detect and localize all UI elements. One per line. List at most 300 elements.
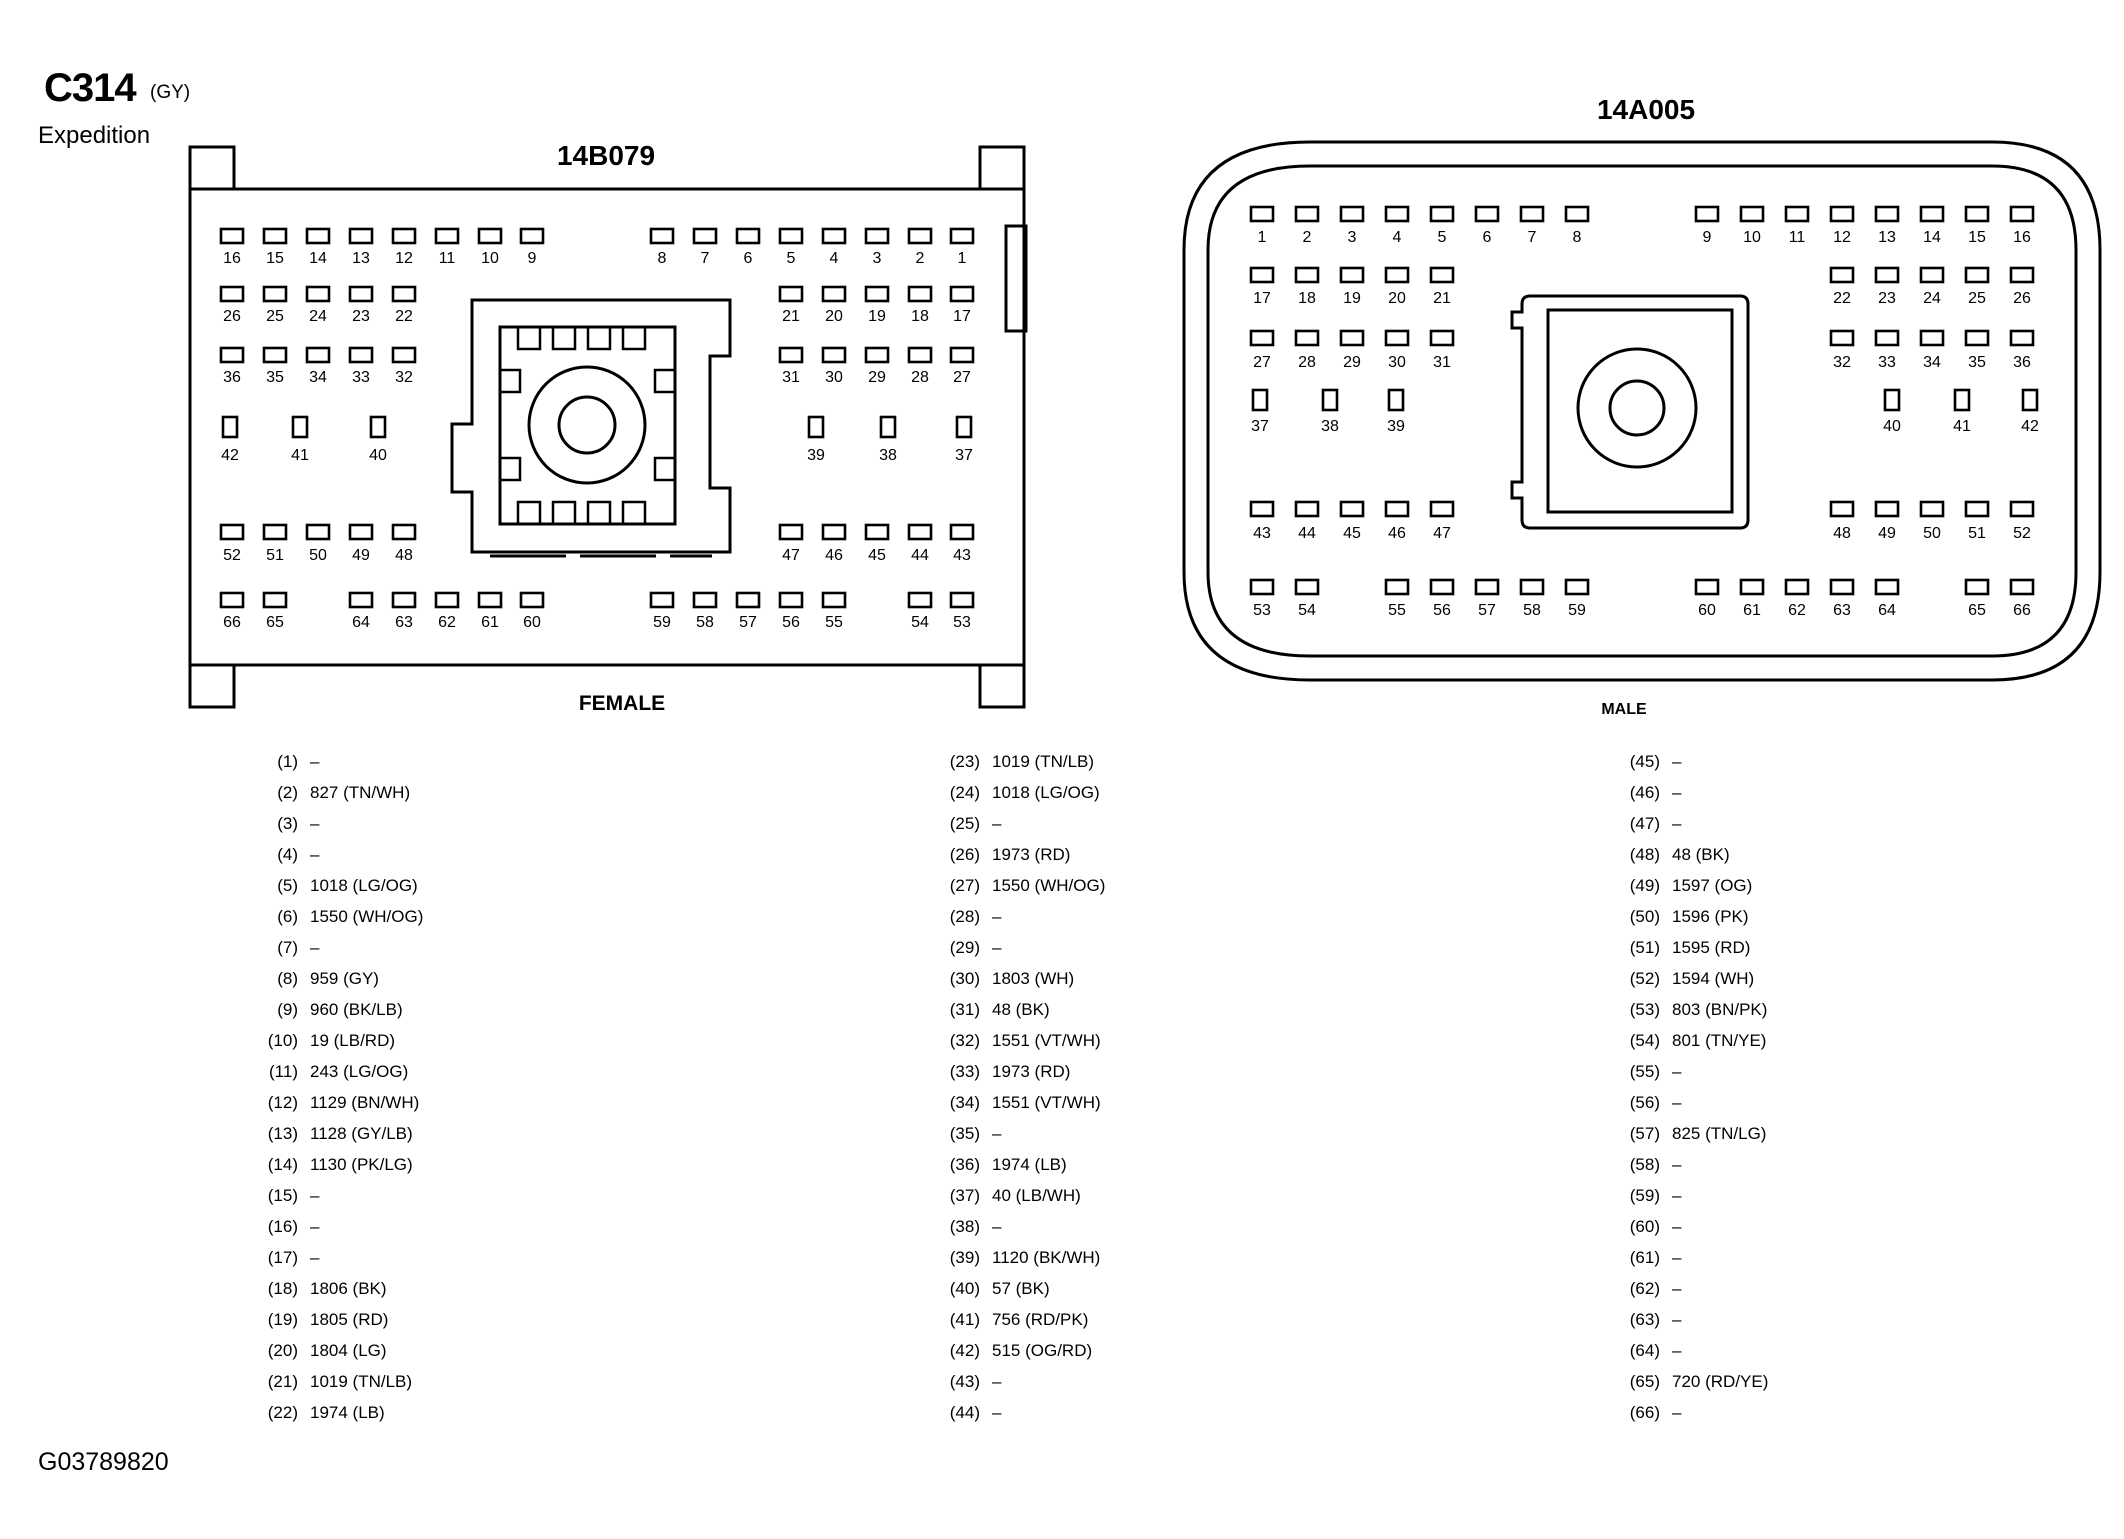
pin-cavity <box>350 287 372 301</box>
female-pin-11 <box>436 229 458 267</box>
pin-number: (12) <box>267 1093 298 1112</box>
pin-label: 18 <box>1298 290 1316 307</box>
pin-label: 22 <box>395 308 413 325</box>
pin-label: 47 <box>782 547 800 564</box>
male-pin-28 <box>1296 331 1318 371</box>
vehicle-model: Expedition <box>38 122 151 149</box>
pin-number: (18) <box>267 1279 298 1298</box>
connector-color: (GY) <box>150 82 191 103</box>
pin-cavity <box>2011 268 2033 282</box>
pin-cavity <box>1966 331 1988 345</box>
pin-cavity <box>1831 580 1853 594</box>
pin-cavity <box>1786 580 1808 594</box>
pin-cavity <box>951 525 973 539</box>
pin-label: 7 <box>700 250 710 267</box>
pin-cavity <box>1476 207 1498 221</box>
pin-circuit: 57 (BK) <box>992 1279 1050 1298</box>
pin-number: (33) <box>949 1062 980 1081</box>
pin-label: 19 <box>868 308 886 325</box>
female-pin-27 <box>951 348 973 386</box>
pin-number: (30) <box>949 969 980 988</box>
pin-circuit: – <box>1672 1248 1682 1267</box>
female-pin-48 <box>393 525 415 564</box>
pin-cavity <box>1786 207 1808 221</box>
pin-cavity <box>1831 331 1853 345</box>
pin-number: (14) <box>267 1155 298 1174</box>
pin-cavity <box>694 593 716 607</box>
pin-circuit: – <box>1672 814 1682 833</box>
pin-circuit: – <box>992 938 1002 957</box>
female-pin-53 <box>951 593 973 631</box>
pin-label: 28 <box>911 369 929 386</box>
pin-cavity <box>1876 502 1898 516</box>
female-pin-49 <box>350 525 372 564</box>
pin-label: 61 <box>481 614 499 631</box>
pin-cavity <box>823 348 845 362</box>
pin-cavity <box>651 229 673 243</box>
pin-label: 64 <box>1878 602 1896 619</box>
female-pin-60 <box>521 593 543 631</box>
pin-circuit: 1973 (RD) <box>992 845 1071 864</box>
pin-label: 44 <box>1298 525 1316 542</box>
pin-number: (9) <box>277 1000 298 1019</box>
female-pin-43 <box>951 525 973 564</box>
pin-circuit: 1974 (LB) <box>992 1155 1067 1174</box>
female-lock-inner-ring <box>559 397 615 453</box>
pin-cavity <box>2011 580 2033 594</box>
pin-cavity <box>1921 331 1943 345</box>
male-part-number: 14A005 <box>1596 94 1696 125</box>
pin-circuit: – <box>1672 1093 1682 1112</box>
pin-label: 32 <box>1833 354 1851 371</box>
pin-cavity <box>2011 207 2033 221</box>
female-pin-23 <box>350 287 372 325</box>
pin-cavity <box>393 348 415 362</box>
pin-label: 3 <box>1347 229 1357 246</box>
pin-label: 51 <box>266 547 284 564</box>
female-pin-22 <box>393 287 415 325</box>
female-pin-36 <box>221 348 243 386</box>
male-pin-17 <box>1251 268 1273 307</box>
pin-cavity <box>909 593 931 607</box>
female-pin-59 <box>651 593 673 631</box>
pin-number: (22) <box>267 1403 298 1422</box>
pin-number: (63) <box>1629 1310 1660 1329</box>
pin-label: 12 <box>395 250 413 267</box>
pin-cavity <box>1431 207 1453 221</box>
pin-label: 58 <box>1523 602 1541 619</box>
pin-circuit: 1803 (WH) <box>992 969 1075 988</box>
pin-circuit: 1120 (BK/WH) <box>992 1248 1101 1267</box>
male-pin-63 <box>1831 580 1853 619</box>
female-pin-61 <box>479 593 501 631</box>
pin-cavity <box>479 593 501 607</box>
pin-label: 19 <box>1343 290 1361 307</box>
pin-number: (57) <box>1629 1124 1660 1143</box>
pin-cavity <box>823 525 845 539</box>
pin-circuit: 1596 (PK) <box>1672 907 1749 926</box>
pin-cavity <box>293 417 307 437</box>
male-pin-56 <box>1431 580 1453 619</box>
pin-cavity <box>1341 268 1363 282</box>
pin-label: 31 <box>1433 354 1451 371</box>
pin-number: (17) <box>267 1248 298 1267</box>
pin-cavity <box>1251 268 1273 282</box>
pin-label: 9 <box>527 250 537 267</box>
pin-label: 64 <box>352 614 370 631</box>
male-pin-4 <box>1386 207 1408 246</box>
pin-circuit: 1550 (WH/OG) <box>992 876 1106 895</box>
pin-label: 15 <box>1968 229 1986 246</box>
pin-number: (34) <box>949 1093 980 1112</box>
pin-label: 20 <box>1388 290 1406 307</box>
pin-circuit: 756 (RD/PK) <box>992 1310 1089 1329</box>
male-pin-22 <box>1831 268 1853 307</box>
pin-cavities <box>221 207 2039 631</box>
pin-cavity <box>221 525 243 539</box>
pin-label: 61 <box>1743 602 1761 619</box>
pin-label: 24 <box>1923 290 1941 307</box>
female-pin-26 <box>221 287 243 325</box>
pin-label: 6 <box>1482 229 1492 246</box>
pin-cavity <box>1386 331 1408 345</box>
pin-label: 28 <box>1298 354 1316 371</box>
pin-label: 46 <box>825 547 843 564</box>
pin-circuit: 1019 (TN/LB) <box>310 1372 413 1391</box>
male-pin-58 <box>1521 580 1543 619</box>
pin-cavity <box>951 287 973 301</box>
pin-label: 23 <box>1878 290 1896 307</box>
pin-cavity <box>1296 331 1318 345</box>
pin-number: (53) <box>1629 1000 1660 1019</box>
pin-cavity <box>909 348 931 362</box>
female-pin-19 <box>866 287 888 325</box>
female-pin-62 <box>436 593 458 631</box>
male-gender-label: MALE <box>1601 701 1647 718</box>
pin-circuit: 1128 (GY/LB) <box>310 1124 413 1143</box>
pin-number: (49) <box>1629 876 1660 895</box>
pin-cavity <box>1876 580 1898 594</box>
pin-number: (20) <box>267 1341 298 1360</box>
pin-cavity <box>1386 268 1408 282</box>
pin-number: (64) <box>1629 1341 1660 1360</box>
pin-label: 63 <box>1833 602 1851 619</box>
pin-number: (26) <box>949 845 980 864</box>
female-pin-35 <box>264 348 286 386</box>
female-pin-29 <box>866 348 888 386</box>
pin-cavity <box>1341 331 1363 345</box>
male-pin-53 <box>1251 580 1273 619</box>
female-top-left-tab <box>190 147 234 189</box>
female-pin-32 <box>393 348 415 386</box>
pin-label: 30 <box>1388 354 1406 371</box>
pin-circuit: 1130 (PK/LG) <box>310 1155 413 1174</box>
female-pin-45 <box>866 525 888 564</box>
pin-cavity <box>780 287 802 301</box>
pin-cavity <box>1831 268 1853 282</box>
pin-label: 23 <box>352 308 370 325</box>
pin-label: 63 <box>395 614 413 631</box>
pin-circuit: – <box>992 1217 1002 1236</box>
pin-circuit: 1129 (BN/WH) <box>310 1093 420 1112</box>
male-pin-19 <box>1341 268 1363 307</box>
pin-label: 30 <box>825 369 843 386</box>
pin-label: 65 <box>1968 602 1986 619</box>
pin-label: 59 <box>653 614 671 631</box>
pin-cavity <box>393 525 415 539</box>
pin-label: 66 <box>223 614 241 631</box>
pin-circuit: 1551 (VT/WH) <box>992 1093 1101 1112</box>
pin-label: 49 <box>352 547 370 564</box>
pin-label: 9 <box>1702 229 1712 246</box>
pin-cavity <box>264 593 286 607</box>
pin-cavity <box>221 287 243 301</box>
pin-cavity <box>957 417 971 437</box>
female-pin-56 <box>780 593 802 631</box>
pin-number: (41) <box>949 1310 980 1329</box>
pin-cavity <box>221 229 243 243</box>
pin-number: (42) <box>949 1341 980 1360</box>
pin-label: 54 <box>1298 602 1316 619</box>
pin-number: (38) <box>949 1217 980 1236</box>
male-pin-8 <box>1566 207 1588 246</box>
female-pin-8 <box>651 229 673 267</box>
pin-number: (13) <box>267 1124 298 1143</box>
pin-label: 35 <box>266 369 284 386</box>
pin-cavity <box>1521 207 1543 221</box>
pin-cavity <box>951 348 973 362</box>
pin-circuit: 1806 (BK) <box>310 1279 387 1298</box>
male-pin-2 <box>1296 207 1318 246</box>
pin-circuit: – <box>310 1186 320 1205</box>
female-pin-38 <box>879 417 897 464</box>
pin-label: 34 <box>309 369 327 386</box>
pin-cavity <box>1741 580 1763 594</box>
pin-cavity <box>436 229 458 243</box>
pin-label: 33 <box>352 369 370 386</box>
pin-cavity <box>1876 207 1898 221</box>
pin-cavity <box>951 229 973 243</box>
pin-cavity <box>1831 502 1853 516</box>
female-pin-6 <box>737 229 759 267</box>
female-pin-15 <box>264 229 286 267</box>
pin-label: 40 <box>1883 418 1901 435</box>
female-pin-51 <box>264 525 286 564</box>
pin-cavity <box>1696 207 1718 221</box>
female-pin-14 <box>307 229 329 267</box>
pin-cavity <box>1386 580 1408 594</box>
pin-cavity <box>436 593 458 607</box>
pin-label: 15 <box>266 250 284 267</box>
pin-cavity <box>1251 580 1273 594</box>
pin-cavity <box>1521 580 1543 594</box>
pin-cavity <box>1966 502 1988 516</box>
male-pin-46 <box>1386 502 1408 542</box>
male-pin-52 <box>2011 502 2033 542</box>
pin-label: 26 <box>2013 290 2031 307</box>
pin-number: (62) <box>1629 1279 1660 1298</box>
pin-label: 46 <box>1388 525 1406 542</box>
pin-number: (27) <box>949 876 980 895</box>
female-pin-50 <box>307 525 329 564</box>
pin-cavity <box>737 229 759 243</box>
pin-label: 24 <box>309 308 327 325</box>
male-pin-6 <box>1476 207 1498 246</box>
pin-number: (4) <box>277 845 298 864</box>
pin-cavity <box>1431 502 1453 516</box>
male-pin-35 <box>1966 331 1988 371</box>
female-pin-42 <box>221 417 239 464</box>
pin-cavity <box>350 348 372 362</box>
pin-cavity <box>307 348 329 362</box>
pin-number: (36) <box>949 1155 980 1174</box>
pin-label: 51 <box>1968 525 1986 542</box>
male-pin-30 <box>1386 331 1408 371</box>
pin-label: 6 <box>743 250 753 267</box>
pin-number: (15) <box>267 1186 298 1205</box>
pin-label: 25 <box>1968 290 1986 307</box>
pin-label: 41 <box>1953 418 1971 435</box>
pin-cavity <box>264 229 286 243</box>
pin-cavity <box>1966 580 1988 594</box>
pin-number: (21) <box>267 1372 298 1391</box>
pin-label: 10 <box>1743 229 1761 246</box>
pin-circuit: 1804 (LG) <box>310 1341 387 1360</box>
pin-number: (56) <box>1629 1093 1660 1112</box>
pin-label: 55 <box>1388 602 1406 619</box>
pin-label: 29 <box>1343 354 1361 371</box>
pin-cavity <box>1431 580 1453 594</box>
male-pin-60 <box>1696 580 1718 619</box>
pin-label: 56 <box>1433 602 1451 619</box>
male-lock-outer-ring <box>1578 349 1696 467</box>
pin-cavity <box>1389 390 1403 410</box>
connector-code: C314 <box>44 66 136 110</box>
pin-label: 18 <box>911 308 929 325</box>
female-pin-34 <box>307 348 329 386</box>
female-pin-64 <box>350 593 372 631</box>
pin-cavity <box>350 525 372 539</box>
pin-cavity <box>866 229 888 243</box>
pin-cavity <box>1741 207 1763 221</box>
male-pin-61 <box>1741 580 1763 619</box>
pin-label: 59 <box>1568 602 1586 619</box>
female-pin-12 <box>393 229 415 267</box>
pin-cavity <box>393 593 415 607</box>
female-pin-41 <box>291 417 309 464</box>
pin-cavity <box>307 229 329 243</box>
female-pin-1 <box>951 229 973 267</box>
male-pin-37 <box>1251 390 1269 435</box>
pin-number: (1) <box>277 752 298 771</box>
pin-label: 32 <box>395 369 413 386</box>
pin-cavity <box>371 417 385 437</box>
female-pin-30 <box>823 348 845 386</box>
pin-number: (6) <box>277 907 298 926</box>
pin-circuit: 1595 (RD) <box>1672 938 1751 957</box>
pin-label: 37 <box>955 447 973 464</box>
female-pin-52 <box>221 525 243 564</box>
pin-circuit: 1805 (RD) <box>310 1310 389 1329</box>
male-pin-24 <box>1921 268 1943 307</box>
pin-cavity <box>350 229 372 243</box>
male-pin-44 <box>1296 502 1318 542</box>
pin-cavity <box>1296 268 1318 282</box>
pin-label: 16 <box>223 250 241 267</box>
male-pin-41 <box>1953 390 1971 435</box>
pin-circuit: – <box>1672 752 1682 771</box>
male-pin-10 <box>1741 207 1763 246</box>
pin-cavity <box>264 287 286 301</box>
female-pin-16 <box>221 229 243 267</box>
pin-label: 27 <box>1253 354 1271 371</box>
pin-number: (55) <box>1629 1062 1660 1081</box>
male-pin-47 <box>1431 502 1453 542</box>
pin-label: 48 <box>395 547 413 564</box>
pin-label: 26 <box>223 308 241 325</box>
pin-cavity <box>264 348 286 362</box>
pin-number: (8) <box>277 969 298 988</box>
pin-circuit: 959 (GY) <box>310 969 379 988</box>
pin-number: (43) <box>949 1372 980 1391</box>
pin-number: (28) <box>949 907 980 926</box>
pin-label: 12 <box>1833 229 1851 246</box>
pin-label: 34 <box>1923 354 1941 371</box>
pin-circuit: 243 (LG/OG) <box>310 1062 409 1081</box>
pin-circuit: 1597 (OG) <box>1672 876 1753 895</box>
pin-label: 31 <box>782 369 800 386</box>
pin-label: 52 <box>223 547 241 564</box>
female-top-right-tab <box>980 147 1024 189</box>
pin-circuit: – <box>310 938 320 957</box>
pin-circuit: – <box>992 1372 1002 1391</box>
male-pin-11 <box>1786 207 1808 246</box>
pin-cavity <box>1251 207 1273 221</box>
pin-label: 39 <box>1387 418 1405 435</box>
pin-label: 10 <box>481 250 499 267</box>
male-pin-1 <box>1251 207 1273 246</box>
pin-circuit: 1550 (WH/OG) <box>310 907 424 926</box>
pin-circuit: 1594 (WH) <box>1672 969 1755 988</box>
male-pin-21 <box>1431 268 1453 307</box>
pin-label: 2 <box>1302 229 1312 246</box>
female-gender-label: FEMALE <box>578 692 666 715</box>
male-pin-9 <box>1696 207 1718 246</box>
pin-circuit: 1018 (LG/OG) <box>310 876 418 895</box>
pin-cavity <box>1566 207 1588 221</box>
pin-cavity <box>1955 390 1969 410</box>
pin-cavity <box>909 287 931 301</box>
male-pin-59 <box>1566 580 1588 619</box>
pin-cavity <box>1296 502 1318 516</box>
female-pin-66 <box>221 593 243 631</box>
female-pin-57 <box>737 593 759 631</box>
pin-cavity <box>866 348 888 362</box>
male-pin-16 <box>2011 207 2033 246</box>
pin-label: 54 <box>911 614 929 631</box>
male-pin-33 <box>1876 331 1898 371</box>
pin-number: (31) <box>949 1000 980 1019</box>
pin-number: (58) <box>1629 1155 1660 1174</box>
pin-number: (48) <box>1629 845 1660 864</box>
pin-label: 14 <box>309 250 327 267</box>
male-pin-25 <box>1966 268 1988 307</box>
pin-circuit: – <box>1672 1279 1682 1298</box>
male-pin-40 <box>1883 390 1901 435</box>
pin-number: (7) <box>277 938 298 957</box>
pin-number: (32) <box>949 1031 980 1050</box>
female-pin-31 <box>780 348 802 386</box>
